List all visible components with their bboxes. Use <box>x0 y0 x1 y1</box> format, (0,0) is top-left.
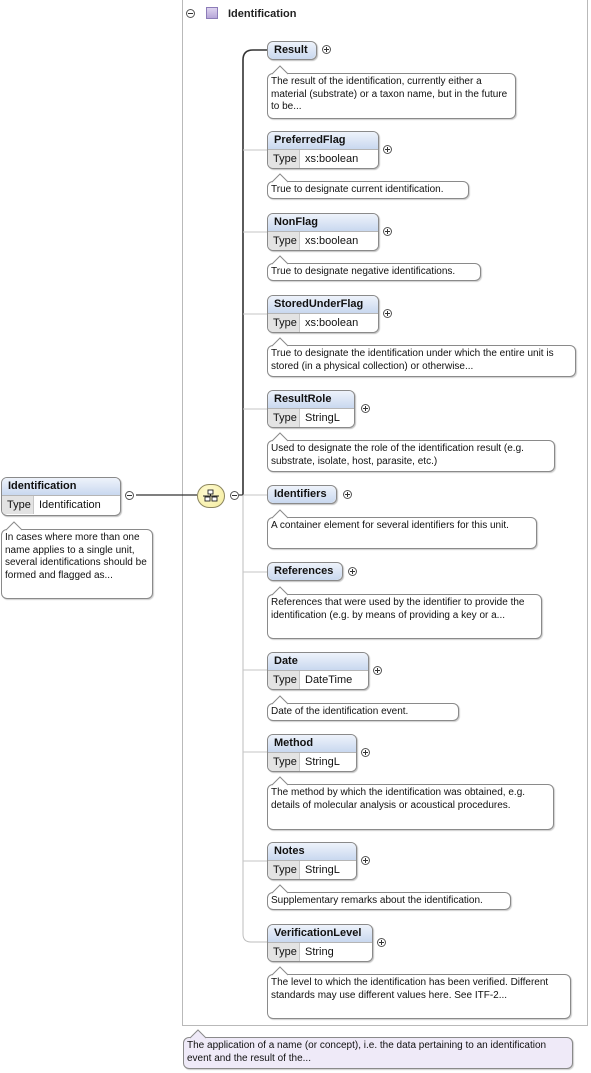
type-key: Type <box>268 671 300 689</box>
element-method[interactable] <box>267 734 357 772</box>
collapse-sequence-toggle[interactable] <box>230 491 239 500</box>
annotation-resultrole: Used to designate the role of the identification result (e.g. substrate, isolate, host, parasite, etc.) <box>267 440 555 472</box>
complex-type-annotation: The application of a name (or concept), i.e. the data pertaining to an identification event and the result of the... <box>183 1037 573 1069</box>
annotation-preferredflag: True to designate current identification. <box>267 181 469 199</box>
element-name: VerificationLevel <box>268 925 372 942</box>
expand-verificationlevel-toggle[interactable] <box>377 938 386 947</box>
annotation-method: The method by which the identification was obtained, e.g. details of molecular analysis or acoustical procedures. <box>267 784 554 830</box>
element-name: Result <box>268 42 316 59</box>
element-name: Identification <box>2 478 120 495</box>
element-name: StoredUnderFlag <box>268 296 378 313</box>
type-value: StringL <box>300 861 356 879</box>
element-storedunderflag[interactable] <box>267 295 379 333</box>
annotation-storedunderflag: True to designate the identification under which the entire unit is stored (in a physical collection) or otherwise... <box>267 345 576 377</box>
element-name: Identifiers <box>268 486 336 503</box>
type-key: Type <box>268 150 300 168</box>
root-element-node[interactable] <box>1 477 121 516</box>
element-preferredflag[interactable] <box>267 131 379 169</box>
expand-nonflag-toggle[interactable] <box>383 227 392 236</box>
element-resultrole[interactable] <box>267 390 355 428</box>
sequence-compositor[interactable] <box>197 484 225 508</box>
element-name: ResultRole <box>268 391 354 408</box>
element-date[interactable] <box>267 652 369 690</box>
element-nonflag[interactable] <box>267 213 379 251</box>
type-value: StringL <box>300 753 356 771</box>
element-name: Notes <box>268 843 356 860</box>
annotation-result: The result of the identification, currently either a material (substrate) or a taxon name, but in the future to be... <box>267 73 516 119</box>
sequence-compositor-icon <box>198 485 224 507</box>
type-value: xs:boolean <box>300 314 378 332</box>
annotation-references: References that were used by the identifier to provide the identification (e.g. by means of providing a key or a... <box>267 594 542 639</box>
element-identifiers[interactable] <box>267 485 337 504</box>
root-annotation: In cases where more than one name applies to a single unit, several identifications should be formed and flagged as... <box>1 529 153 599</box>
expand-identifiers-toggle[interactable] <box>343 490 352 499</box>
expand-method-toggle[interactable] <box>361 748 370 757</box>
type-key: Type <box>268 314 300 332</box>
type-key: Type <box>2 496 34 514</box>
type-key: Type <box>268 232 300 250</box>
element-result[interactable] <box>267 41 317 60</box>
type-value: Identification <box>34 496 120 514</box>
expand-notes-toggle[interactable] <box>361 856 370 865</box>
element-references[interactable] <box>267 562 343 581</box>
type-key: Type <box>268 409 300 427</box>
type-key: Type <box>268 753 300 771</box>
type-value: StringL <box>300 409 354 427</box>
annotation-verificationlevel: The level to which the identification has been verified. Different standards may use different values here. See ITF-2... <box>267 974 571 1019</box>
expand-resultrole-toggle[interactable] <box>361 404 370 413</box>
annotation-identifiers: A container element for several identifiers for this unit. <box>267 517 537 549</box>
annotation-notes: Supplementary remarks about the identification. <box>267 892 511 910</box>
element-notes[interactable] <box>267 842 357 880</box>
type-value: DateTime <box>300 671 368 689</box>
element-name: PreferredFlag <box>268 132 378 149</box>
expand-date-toggle[interactable] <box>373 666 382 675</box>
type-value: xs:boolean <box>300 232 378 250</box>
type-value: String <box>300 943 372 961</box>
expand-result-toggle[interactable] <box>322 45 331 54</box>
annotation-nonflag: True to designate negative identifications. <box>267 263 481 281</box>
annotation-date: Date of the identification event. <box>267 703 459 721</box>
element-name: NonFlag <box>268 214 378 231</box>
collapse-root-toggle[interactable] <box>125 491 134 500</box>
expand-references-toggle[interactable] <box>348 567 357 576</box>
type-key: Type <box>268 861 300 879</box>
complex-type-label: Identification <box>228 8 297 20</box>
expand-preferredflag-toggle[interactable] <box>383 145 392 154</box>
expand-storedunderflag-toggle[interactable] <box>383 309 392 318</box>
element-name: Method <box>268 735 356 752</box>
element-name: Date <box>268 653 368 670</box>
type-value: xs:boolean <box>300 150 378 168</box>
type-key: Type <box>268 943 300 961</box>
element-verificationlevel[interactable] <box>267 924 373 962</box>
element-name: References <box>268 563 342 580</box>
